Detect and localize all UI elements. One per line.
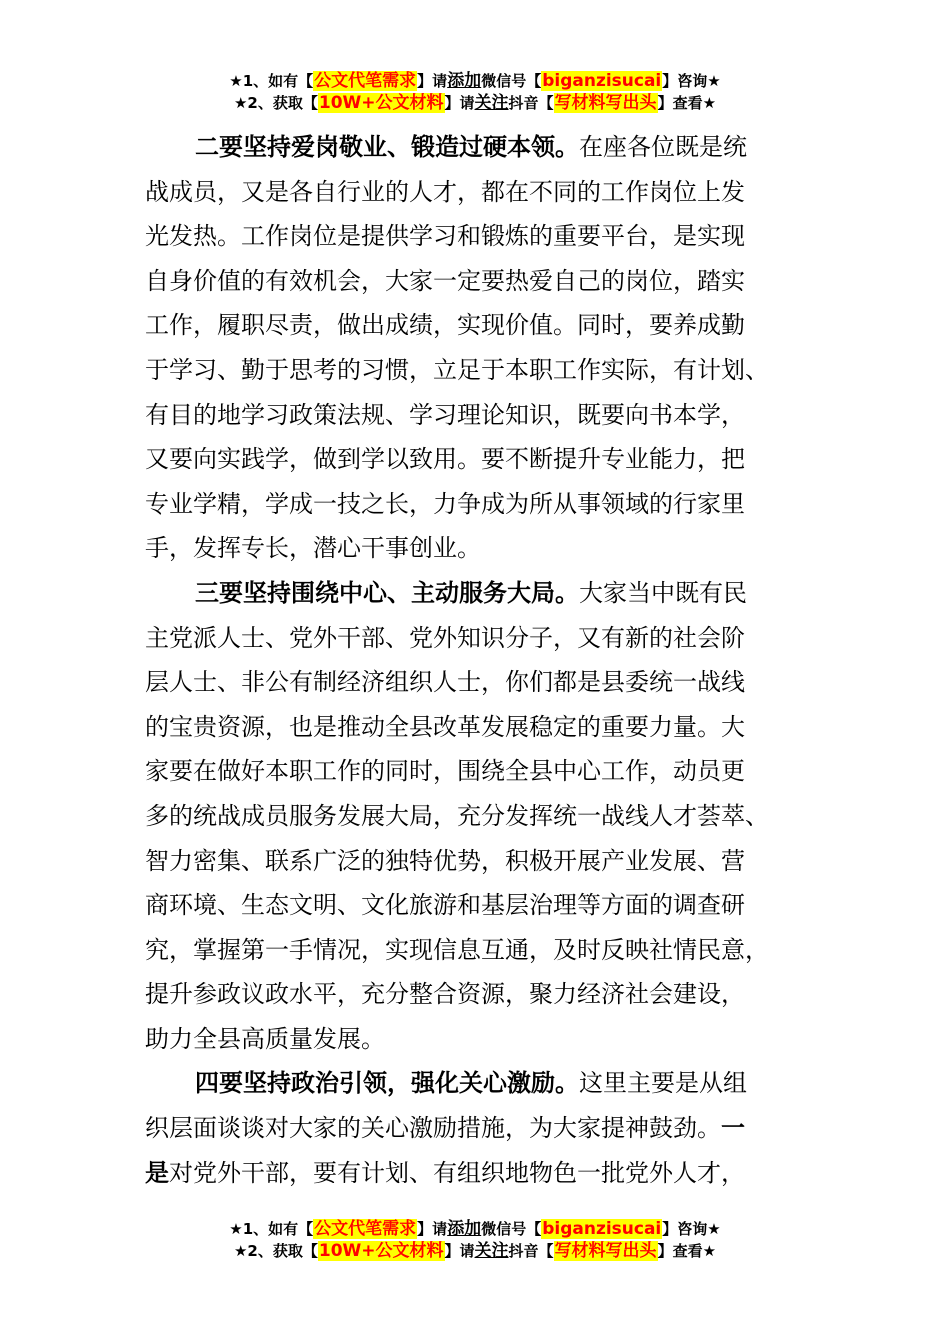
text-line: 自身价值的有效机会，大家一定要热爱自己的岗位，踏实 — [145, 266, 745, 295]
banner-highlight: 10W+公文材料 — [318, 1241, 444, 1261]
banner-text: 微信号【 — [481, 1220, 542, 1238]
banner-text: 】咨询★ — [662, 72, 721, 90]
banner-line-1 — [0, 1218, 950, 1240]
enumeration-marker: 是 — [145, 1158, 169, 1187]
text-line: 助力全县高质量发展。 — [145, 1024, 385, 1053]
banner-highlight: 公文代笔需求 — [314, 71, 417, 91]
text-line: 工作，履职尽责，做出成绩，实现价值。同时，要养成勤 — [145, 311, 745, 340]
text-line: 主党派人士、党外干部、党外知识分子，又有新的社会阶 — [145, 623, 745, 652]
text-line — [145, 571, 805, 616]
banner-text: 】查看★ — [657, 1242, 717, 1260]
banner-wechat-id: biganzisucai — [542, 1219, 662, 1239]
banner-underline: 添加 — [447, 71, 482, 91]
text-line: 究，掌握第一手情况，实现信息互通，及时反映社情民意， — [145, 935, 769, 964]
banner-underline: 关注 — [474, 93, 509, 113]
text-line: 的宝贵资源，也是推动全县改革发展稳定的重要力量。大 — [145, 712, 745, 741]
footer-banner — [0, 1218, 950, 1262]
text-run: 对党外干部，要有计划、有组织地物色一批党外人才， — [169, 1158, 745, 1187]
banner-underline: 关注 — [474, 1241, 509, 1261]
text-line: 家要在做好本职工作的同时，围绕全县中心工作，动员更 — [145, 757, 745, 786]
banner-text: 】请 — [417, 1220, 448, 1238]
text-line: 光发热。工作岗位是提供学习和锻炼的重要平台，是实现 — [145, 222, 745, 251]
banner-wechat-id: biganzisucai — [542, 71, 662, 91]
text-line: 商环境、生态文明、文化旅游和基层治理等方面的调查研 — [145, 891, 745, 920]
paragraph-1 — [145, 125, 805, 571]
banner-text: ★2、获取【 — [233, 94, 318, 112]
paragraph-heading: 二要坚持爱岗敬业、锻造过硬本领。 — [195, 133, 579, 161]
banner-highlight: 10W+公文材料 — [318, 93, 444, 113]
text-line: 智力密集、联系广泛的独特优势，积极开展产业发展、营 — [145, 846, 745, 875]
text-run: 这里主要是从组 — [579, 1069, 747, 1098]
text-line: 战成员，又是各自行业的人才，都在不同的工作岗位上发 — [145, 177, 745, 206]
banner-text: 】请 — [444, 94, 475, 112]
banner-douyin-id: 写材料写出头 — [554, 93, 657, 113]
text-line: 层人士、非公有制经济组织人士，你们都是县委统一战线 — [145, 668, 745, 697]
text-line: 专业学精，学成一技之长，力争成为所从事领域的行家里 — [145, 489, 745, 518]
document-body — [145, 125, 805, 1195]
paragraph-3 — [145, 1061, 805, 1195]
text-line: 又要向实践学，做到学以致用。要不断提升专业能力，把 — [145, 445, 745, 474]
banner-highlight: 公文代笔需求 — [314, 1219, 417, 1239]
banner-douyin-id: 写材料写出头 — [554, 1241, 657, 1261]
text-line: 提升参政议政水平，充分整合资源，聚力经济社会建设， — [145, 980, 745, 1009]
text-run: 织层面谈谈对大家的关心激励措施，为大家提神鼓劲。 — [145, 1114, 721, 1143]
text-line — [145, 1106, 805, 1151]
text-line — [145, 1061, 805, 1106]
text-run: 在座各位既是统 — [579, 133, 747, 161]
paragraph-heading: 四要坚持政治引领，强化关心激励。 — [195, 1069, 579, 1098]
text-line: 手，发挥专长，潜心干事创业。 — [145, 534, 481, 563]
banner-line-1 — [0, 70, 950, 92]
banner-text: ★2、获取【 — [233, 1242, 318, 1260]
text-run: 大家当中既有民 — [579, 578, 747, 607]
banner-text: ★1、如有【 — [229, 72, 314, 90]
text-line — [145, 1151, 805, 1196]
banner-text: 】查看★ — [657, 94, 717, 112]
banner-text: 微信号【 — [481, 72, 542, 90]
text-line: 有目的地学习政策法规、学习理论知识，既要向书本学， — [145, 400, 745, 429]
banner-text: 抖音【 — [508, 94, 554, 112]
paragraph-heading: 三要坚持围绕中心、主动服务大局。 — [195, 578, 579, 607]
banner-text: ★1、如有【 — [229, 1220, 314, 1238]
banner-line-2 — [0, 92, 950, 114]
banner-line-2 — [0, 1240, 950, 1262]
banner-text: 抖音【 — [508, 1242, 554, 1260]
text-line — [145, 125, 805, 170]
text-line: 于学习、勤于思考的习惯，立足于本职工作实际，有计划、 — [145, 355, 769, 384]
banner-underline: 添加 — [447, 1219, 482, 1239]
banner-text: 】咨询★ — [662, 1220, 721, 1238]
banner-text: 】请 — [417, 72, 448, 90]
header-banner — [0, 70, 950, 114]
paragraph-2 — [145, 571, 805, 1062]
banner-text: 】请 — [444, 1242, 475, 1260]
enumeration-marker: 一 — [721, 1114, 745, 1143]
text-line: 多的统战成员服务发展大局，充分发挥统一战线人才荟萃、 — [145, 801, 769, 830]
